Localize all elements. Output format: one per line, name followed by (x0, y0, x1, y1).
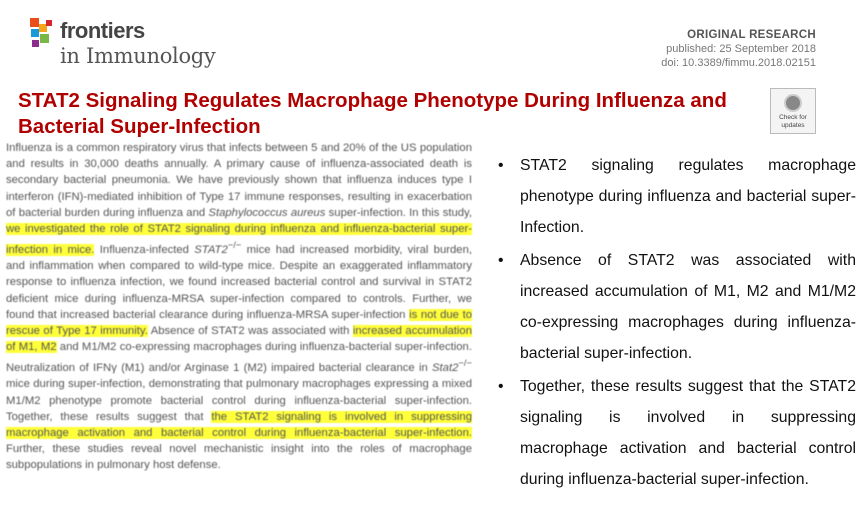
check-for-updates-badge[interactable] (770, 88, 816, 134)
bullet-item: • STAT2 signaling regulates macrophage phenotype during influenza and bacterial super-Infection. (496, 150, 856, 243)
bullet-item: • Absence of STAT2 was associated with increased accumulation of M1, M2 and M1/M2 co-expressing macrophages during influenza-bacterial super-infection. (496, 245, 856, 369)
frontiers-logo (28, 14, 228, 74)
highlight-1: we investigated the role of STAT2 signaling during influenza and influenza-bacterial super-infection in mice. (6, 223, 472, 256)
brand-name: frontiers (60, 18, 145, 43)
frontiers-logo-mark-icon (28, 16, 58, 54)
article-meta (661, 28, 816, 70)
abstract-text: Influenza is a common respiratory virus that infects between 5 and 20% of the US population and results in 30,000 deaths annually. A primary cause of influenza-associated death is secondary bacterial pneumonia. We have previously shown that influenza induces type I interferon (IFN)-mediated inhibition of Type 17 immune responses, resulting in exacerbation of bacterial burden during influenza and Staphylococcus aureus super-infection. In this study, we investigated the role of STAT2 signaling during influenza and influenza-bacterial super-infection in mice. Influenza-infected STAT2−/− mice had increased morbidity, viral burden, and inflammation when compared to wild-type mice. Despite an exaggerated inflammatory response to influenza infection, we found increased bacterial control and survival in STAT2 deficient mice during influenza-MRSA super-infection compared to controls. Further, we found that increased bacterial clearance during influenza-MRSA super-infection is not due to rescue of Type 17 immunity. Absence of STAT2 was associated with increased accumulation of M1, M2 and M1/M2 co-expressing macrophages during influenza-bacterial super-infection. Neutralization of IFNγ (M1) and/or Arginase 1 (M2) impaired bacterial clearance in Stat2−/− mice during super-infection, demonstrating that pulmonary macrophages expressing a mixed M1/M2 phenotype promote bacterial control during influenza-bacterial super-infection. Together, these results suggest that the STAT2 signaling is involved in suppressing macrophage activation and bacterial control during influenza-bacterial super-infection. Further, these studies reveal novel mechanistic insight into the roles of macrophage subpopulations in pulmonary host defense. (6, 142, 472, 472)
article-type: ORIGINAL RESEARCH (687, 29, 816, 41)
published-date: published: 25 September 2018 (666, 43, 816, 55)
doi[interactable]: doi: 10.3389/fimmu.2018.02151 (661, 57, 816, 69)
bullet-item: • Together, these results suggest that the STAT2 signaling is involved in suppressing macrophage activation and bacterial control during influenza-bacterial super-infection. (496, 371, 856, 495)
bookmark-icon (784, 94, 802, 112)
article-title: STAT2 Signaling Regulates Macrophage Phenotype During Influenza and Bacterial Super-Infection (18, 89, 727, 138)
check-for-updates-label: Check for updates (779, 114, 807, 129)
journal-name: in Immunology (60, 44, 216, 68)
summary-bullets (496, 150, 856, 497)
highlight-3: increased accumulation of M1, M2 (6, 325, 472, 354)
highlight-4: the STAT2 signaling is involved in suppressing macrophage activation and bacterial control during influenza-bacterial super-infection. (6, 410, 472, 439)
highlight-2: is not due to rescue of Type 17 immunity. (6, 308, 472, 337)
